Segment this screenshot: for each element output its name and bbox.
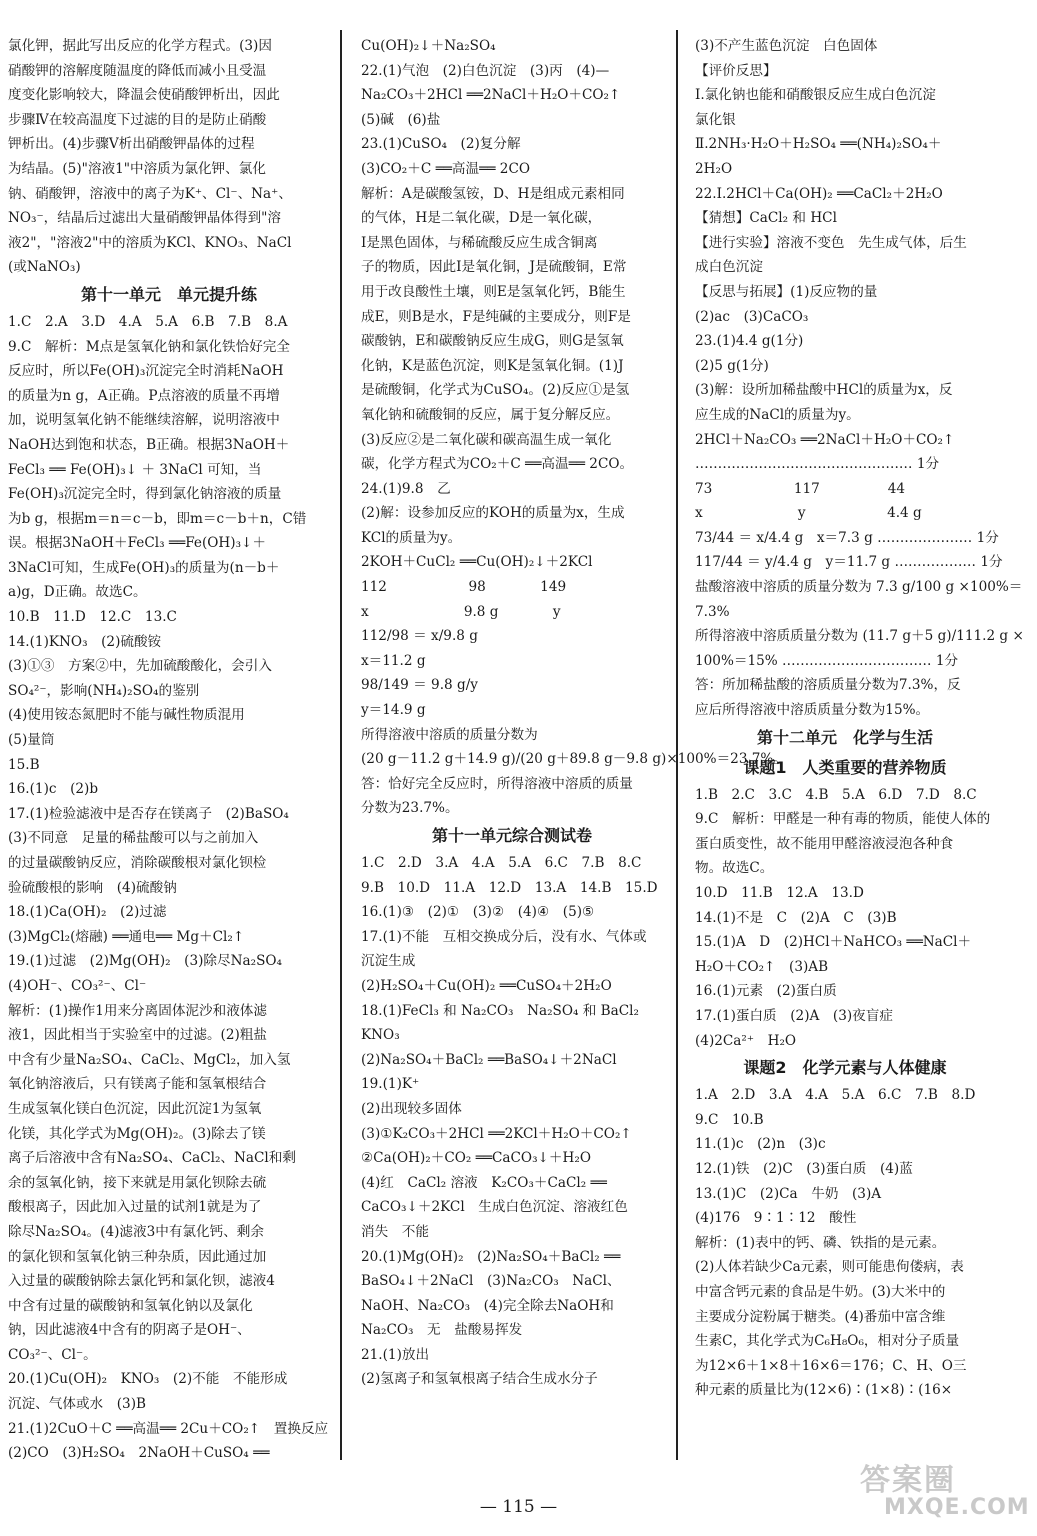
answer-line: 离子后溶液中含有Na₂SO₄、CaCl₂、NaCl和剩 <box>8 1150 296 1167</box>
answer-line: 中含有过量的碳酸钠和氢氧化钠以及氯化 <box>8 1297 253 1314</box>
answer-line: 钾析出。(4)步骤Ⅴ析出硝酸钾晶体的过程 <box>8 136 255 153</box>
answer-line: 16.(1)③ (2)① (3)② (4)④ (5)⑤ <box>361 904 595 921</box>
answer-line: (3)解：设所加稀盐酸中HCl的质量为x，反 <box>695 382 953 399</box>
answer-line: 反应时，所以Fe(OH)₃沉淀完全时消耗NaOH <box>8 363 284 380</box>
answer-line: 生素C，其化学式为C₆H₈O₆，相对分子质量 <box>695 1333 960 1350</box>
answer-line: a)g，D正确。故选C。 <box>8 584 147 601</box>
answer-line: 19.(1)K⁺ <box>361 1076 420 1093</box>
answer-line: Cu(OH)₂↓＋Na₂SO₄ <box>361 38 496 54</box>
answer-line: Fe(OH)₃沉淀完全时，得到氯化钠溶液的质量 <box>8 486 282 503</box>
answer-line: 112/98 ＝ x/9.8 g <box>361 628 478 645</box>
answer-line: 氯化钾，据此写出反应的化学方程式。(3)因 <box>8 38 272 54</box>
answer-line: 沉淀生成 <box>361 953 416 970</box>
answer-line: 答：恰好完全反应时，所得溶液中溶质的质量 <box>361 775 633 792</box>
section-heading: 第十二单元 化学与生活 <box>756 727 933 747</box>
answer-line: 中含有少量Na₂SO₄、CaCl₂、MgCl₂，加入氢 <box>8 1051 291 1068</box>
answer-line: 中富含钙元素的食品是牛奶。(3)大米中的 <box>695 1283 946 1300</box>
answer-line: 20.(1)Cu(OH)₂ KNO₃ (2)不能 不能形成 <box>8 1371 288 1388</box>
answer-line: 18.(1)Ca(OH)₂ (2)过滤 <box>8 904 167 921</box>
answer-line: 17.(1)蛋白质 (2)A (3)夜盲症 <box>695 1007 893 1024</box>
answer-line: 解析：(1)表中的钙、磷、铁指的是元素。 <box>695 1234 946 1251</box>
answer-line: 碳，化学方程式为CO₂＋C ══高温══ 2CO。 <box>361 456 634 473</box>
answer-line: 物。故选C。 <box>695 860 774 877</box>
answer-line: NaOH达到饱和状态，B正确。根据3NaOH＋ <box>8 436 290 453</box>
answer-line: y＝14.9 g <box>361 702 426 719</box>
answer-line: Ⅱ.2NH₃·H₂O＋H₂SO₄ ══(NH₄)₂SO₄＋ <box>695 136 942 153</box>
answer-line: 验硫酸根的影响 (4)硫酸钠 <box>8 879 177 896</box>
answer-line: 为结晶。(5)"溶液1"中溶质为氯化钾、氯化 <box>8 160 266 177</box>
answer-line: 应后所得溶液中溶质质量分数为15%。 <box>695 702 930 719</box>
answer-line: 为12×6＋1×8＋16×6＝176；C、H、O三 <box>695 1357 967 1374</box>
answer-line: 碳酸钠，E和碳酸钠反应生成G，则G是氢氧 <box>361 333 624 350</box>
answer-line: Na₂CO₃ 无 盐酸易挥发 <box>361 1322 523 1339</box>
answer-line: (3)CO₂＋C ══高温══ 2CO <box>361 160 531 177</box>
answer-line: x＝11.2 g <box>361 652 426 669</box>
answer-line: (20 g－11.2 g＋14.9 g)/(20 g＋89.8 g－9.8 g)×100%＝23.7%。 <box>361 751 787 768</box>
answer-line: (3)①K₂CO₃＋2HCl ══2KCl＋H₂O＋CO₂↑ <box>361 1125 632 1142</box>
answer-line: Na₂CO₃＋2HCl ══2NaCl＋H₂O＋CO₂↑ <box>361 87 621 104</box>
answer-line: 解析：A是碳酸氢铵，D、H是组成元素相同 <box>361 185 625 202</box>
answer-line: 为b g，根据m＝n＝c－b，即m＝c－b＋n，C错 <box>8 510 307 527</box>
answer-line: KNO₃ <box>361 1027 400 1044</box>
answer-line: 余的氢氧化钠，接下来就是用氯化钡除去硫 <box>8 1174 267 1191</box>
answer-line: 20.(1)Mg(OH)₂ (2)Na₂SO₄＋BaCl₂ ══ <box>361 1248 621 1265</box>
answer-line: 10.B 11.D 12.C 13.C <box>8 609 177 626</box>
answer-line: 沉淀、气体或水 (3)B <box>8 1396 146 1413</box>
answer-line: 化钠，K是蓝色沉淀，则K是氢氧化铜。(1)J <box>361 357 624 374</box>
answer-line: (或NaNO₃) <box>8 259 81 276</box>
answer-line: 的质量为n g，A正确。P点溶液的质量不再增 <box>8 387 280 404</box>
answer-line: (3)①③ 方案②中，先加硫酸酸化，会引入 <box>8 658 272 675</box>
answer-line: 的气体，H是二氧化碳，D是一氧化碳， <box>361 210 602 227</box>
answer-line: 用于改良酸性土壤，则E是氢氧化钙，B能生 <box>361 283 626 300</box>
answer-line: 117/44 ＝ y/4.4 g y＝11.7 g ……………… 1分 <box>695 554 1003 571</box>
answer-line: 13.(1)C (2)Ca 牛奶 (3)A <box>695 1185 882 1202</box>
answer-line: 成白色沉淀 <box>695 259 763 276</box>
watermark-text: 答案圈 <box>860 1463 956 1498</box>
answer-line: (2)人体若缺少Ca元素，则可能患佝偻病，表 <box>695 1259 964 1276</box>
section-heading: 课题2 化学元素与人体健康 <box>743 1058 947 1078</box>
answer-line: 入过量的碳酸钠除去氯化钙和氯化钡，滤液4 <box>8 1273 275 1290</box>
answer-line: (4)176 9∶1∶12 酸性 <box>695 1210 857 1227</box>
answer-line: (2)H₂SO₄＋Cu(OH)₂ ══CuSO₄＋2H₂O <box>361 977 612 994</box>
answer-line: (4)使用铵态氮肥时不能与碱性物质混用 <box>8 707 245 724</box>
answer-line: 98/149 ＝ 9.8 g/y <box>361 677 478 694</box>
answer-line: 14.(1)不是 C (2)A C (3)B <box>695 909 897 926</box>
answer-line: 度变化影响较大，降温会使硝酸钾析出，因此 <box>8 87 280 104</box>
answer-line: (3)MgCl₂(熔融) ══通电══ Mg＋Cl₂↑ <box>8 928 245 945</box>
answer-line: (5)碱 (6)盐 <box>361 111 441 128</box>
answer-line: x 9.8 g y <box>361 603 561 620</box>
answer-line: 1.A 2.D 3.A 4.A 5.A 6.C 7.B 8.D <box>695 1087 976 1104</box>
answer-line: (5)量筒 <box>8 732 55 749</box>
watermark-url: MXQE.COM <box>884 1495 1030 1520</box>
answer-line: 1.C 2.A 3.D 4.A 5.A 6.B 7.B 8.A <box>8 313 288 330</box>
answer-line: 所得溶液中溶质的质量分数为 <box>361 726 538 743</box>
answer-line: 除尽Na₂SO₄。(4)滤液3中有氯化钙、剩余 <box>8 1223 264 1240</box>
answer-line: 误。根据3NaOH＋FeCl₃ ══Fe(OH)₃↓＋ <box>8 535 267 552</box>
answer-line: 21.(1)放出 <box>361 1346 430 1363</box>
answer-line: 钠、硝酸钾，溶液中的离子为K⁺、Cl⁻、Na⁺、 <box>8 185 292 202</box>
answer-line: CaCO₃↓＋2KCl 生成白色沉淀、溶液红色 <box>361 1199 628 1216</box>
answer-line: 100%＝15% …………………………… 1分 <box>695 652 959 669</box>
answer-line: 24.(1)9.8 乙 <box>361 480 451 497</box>
answer-line: 14.(1)KNO₃ (2)硫酸铵 <box>8 633 162 650</box>
answer-line: 17.(1)不能 互相交换成分后，没有水、气体或 <box>361 928 647 945</box>
answer-line: 10.D 11.B 12.A 13.D <box>695 885 864 901</box>
answer-line: 解析：(1)操作1用来分离固体泥沙和液体滤 <box>8 1002 267 1019</box>
answer-line: 23.(1)CuSO₄ (2)复分解 <box>361 136 521 153</box>
answer-line: 蛋白质变性，故不能用甲醛溶液浸泡各种食 <box>695 835 954 852</box>
answer-line: BaSO₄↓＋2NaCl (3)Na₂CO₃ NaCl、 <box>361 1273 621 1290</box>
answer-line: x y 4.4 g <box>695 505 922 522</box>
answer-line: 19.(1)过滤 (2)Mg(OH)₂ (3)除尽Na₂SO₄ <box>8 953 282 970</box>
answer-line: 112 98 149 <box>361 579 567 596</box>
answer-line: SO₄²⁻，影响(NH₄)₂SO₄的鉴别 <box>8 682 200 699</box>
answer-line: 答：所加稀盐酸的溶质质量分数为7.3%，反 <box>695 677 961 694</box>
answer-line: (3)不产生蓝色沉淀 白色固体 <box>695 38 878 54</box>
answer-line: 是硫酸铜，化学式为CuSO₄。(2)反应①是氢 <box>361 382 630 399</box>
answer-line: 所得溶液中溶质质量分数为 (11.7 g＋5 g)/111.2 g × <box>695 628 1024 645</box>
answer-line: 应生成的NaCl的质量为y。 <box>695 406 860 423</box>
answer-line: 成E，则B是水，F是纯碱的主要成分，则F是 <box>361 308 631 325</box>
answer-line: 21.(1)2CuO＋C ══高温══ 2Cu＋CO₂↑ 置换反应 <box>8 1420 329 1437</box>
answer-line: (4)OH⁻、CO₃²⁻、Cl⁻ <box>8 977 147 994</box>
column-left <box>8 34 330 1464</box>
answer-line: 盐酸溶液中溶质的质量分数为 7.3 g/100 g ×100%＝ <box>695 579 1023 596</box>
answer-line: 73/44 ＝ x/4.4 g x＝7.3 g ………………… 1分 <box>695 529 999 546</box>
answer-line: 消失 不能 <box>361 1223 429 1240</box>
answer-line: 子的物质，因此I是氧化铜，J是硫酸铜，E常 <box>361 259 627 276</box>
answer-line: (3)不同意 足量的稀盐酸可以与之前加入 <box>8 830 259 847</box>
section-heading: 第十一单元综合测试卷 <box>431 826 592 845</box>
answer-line: (2)Na₂SO₄＋BaCl₂ ══BaSO₄↓＋2NaCl <box>361 1051 617 1068</box>
answer-line: 73 117 44 <box>695 480 906 497</box>
answer-line: 钠，因此滤液4中含有的阴离子是OH⁻、 <box>8 1322 251 1339</box>
answer-line: H₂O＋CO₂↑ (3)AB <box>695 958 829 975</box>
answer-line: CO₃²⁻、Cl⁻。 <box>8 1346 97 1363</box>
answer-line: (2)出现较多固体 <box>361 1100 462 1117</box>
answer-line: 加，说明氢氧化钠不能继续溶解，说明溶液中 <box>8 412 280 429</box>
answer-line: (3)反应②是二氧化碳和碳高温生成一氧化 <box>361 431 612 448</box>
column-right <box>695 34 1024 1464</box>
answer-line: 3NaCl可知，生成Fe(OH)₃的质量为(n－b＋ <box>8 559 280 576</box>
answer-line: 酸根离子，因此加入过量的试剂1就是为了 <box>8 1199 262 1216</box>
answer-line: 9.B 10.D 11.A 12.D 13.A 14.B 15.D <box>361 879 658 896</box>
answer-line: NaOH、Na₂CO₃ (4)完全除去NaOH和 <box>361 1297 614 1314</box>
answer-line: 9.C 解析：甲醛是一种有毒的物质，能使人体的 <box>695 811 991 828</box>
answer-line: 分数为23.7%。 <box>361 800 459 817</box>
answer-line: 15.B <box>8 756 40 773</box>
column-divider <box>676 30 678 1460</box>
answer-line: 【反思与拓展】(1)反应物的量 <box>695 283 878 300</box>
answer-line: 9.C 10.B <box>695 1111 764 1128</box>
answer-line: 9.C 解析：M点是氢氧化钠和氯化铁恰好完全 <box>8 338 290 355</box>
answer-line: 种元素的质量比为(12×6)∶(1×8)∶(16× <box>695 1382 953 1399</box>
answer-line: 2KOH＋CuCl₂ ══Cu(OH)₂↓＋2KCl <box>361 554 593 571</box>
answer-line: 12.(1)铁 (2)C (3)蛋白质 (4)蓝 <box>695 1160 913 1177</box>
answer-line: 【猜想】CaCl₂ 和 HCl <box>695 210 837 227</box>
answer-line: (4)2Ca²⁺ H₂O <box>695 1032 797 1049</box>
answer-line: 22.Ⅰ.2HCl＋Ca(OH)₂ ══CaCl₂＋2H₂O <box>695 185 943 202</box>
answer-line: (2)ac (3)CaCO₃ <box>695 308 809 325</box>
answer-line: 23.(1)4.4 g(1分) <box>695 333 804 350</box>
answer-line: 的氯化钡和氢氧化钠三种杂质，因此通过加 <box>8 1248 267 1265</box>
answer-line: 主要成分淀粉属于糖类。(4)番茄中富含维 <box>695 1308 946 1325</box>
answer-line: 液2"，"溶液2"中的溶质为KCl、KNO₃、NaCl <box>8 234 292 251</box>
answer-line: (2)5 g(1分) <box>695 357 769 374</box>
answer-line: 【评价反思】 <box>695 62 777 79</box>
answer-line: 16.(1)c (2)b <box>8 781 99 798</box>
answer-line: (4)红 CaCl₂ 溶液 K₂CO₃＋CaCl₂ ══ <box>361 1174 607 1191</box>
answer-line: I是黑色固体，与稀硫酸反应生成含铜离 <box>361 234 598 251</box>
answer-line: 2H₂O <box>695 160 733 177</box>
answer-line: 硝酸钾的溶解度随温度的降低而减小且受温 <box>8 62 267 79</box>
answer-line: Ⅰ.氯化钠也能和硝酸银反应生成白色沉淀 <box>695 87 936 104</box>
answer-line: 16.(1)元素 (2)蛋白质 <box>695 983 837 1000</box>
answer-line: 【进行实验】溶液不变色 先生成气体，后生 <box>695 234 967 251</box>
answer-line: 15.(1)A D (2)HCl＋NaHCO₃ ══NaCl＋ <box>695 934 972 951</box>
answer-line: (2)解：设参加反应的KOH的质量为x，生成 <box>361 505 625 522</box>
answer-line: 氯化银 <box>695 111 736 128</box>
answer-line: 氧化钠和硫酸铜的反应，属于复分解反应。 <box>361 406 620 423</box>
answer-line: 22.(1)气泡 (2)白色沉淀 (3)丙 (4)— <box>361 62 610 79</box>
answer-line: 1.B 2.C 3.C 4.B 5.A 6.D 7.D 8.C <box>695 786 977 803</box>
answer-line: NO₃⁻，结晶后过滤出大量硝酸钾晶体得到"溶 <box>8 210 282 227</box>
answer-line: 11.(1)c (2)n (3)c <box>695 1136 826 1153</box>
answer-line: FeCl₃ ══ Fe(OH)₃↓ ＋ 3NaCl 可知，当 <box>8 461 262 478</box>
section-heading: 课题1 人类重要的营养物质 <box>743 757 947 777</box>
answer-line: 17.(1)检验滤液中是否存在镁离子 (2)BaSO₄ <box>8 805 289 822</box>
answer-line: 生成氢氧化镁白色沉淀，因此沉淀1为氢氧 <box>8 1100 262 1117</box>
answer-line: 1.C 2.D 3.A 4.A 5.A 6.C 7.B 8.C <box>361 855 642 871</box>
column-divider <box>340 30 342 1460</box>
page-number: — 115 — <box>479 1497 558 1517</box>
answer-line: 氧化钠溶液后，只有镁离子能和氢氧根结合 <box>8 1076 267 1093</box>
answer-line: ②Ca(OH)₂＋CO₂ ══CaCO₃↓＋H₂O <box>361 1150 591 1167</box>
answer-line: ………………………………………… 1分 <box>695 456 940 473</box>
answer-line: 2HCl＋Na₂CO₃ ══2NaCl＋H₂O＋CO₂↑ <box>695 431 955 448</box>
answer-line: 液1，因此相当于实验室中的过滤。(2)粗盐 <box>8 1027 267 1044</box>
answer-line: 步骤Ⅳ在较高温度下过滤的目的是防止硝酸 <box>8 111 267 128</box>
answer-line: 化镁，其化学式为Mg(OH)₂。(3)除去了镁 <box>8 1125 266 1142</box>
answer-line: KCl的质量为y。 <box>361 529 462 546</box>
answer-line: 7.3% <box>695 603 730 620</box>
answer-line: (2)CO (3)H₂SO₄ 2NaOH＋CuSO₄ ══ <box>8 1445 270 1462</box>
watermark-logo <box>850 1455 1030 1531</box>
answer-line: 的过量碳酸钠反应，消除碳酸根对氯化钡检 <box>8 855 267 871</box>
answer-line: 18.(1)FeCl₃ 和 Na₂CO₃ Na₂SO₄ 和 BaCl₂ <box>361 1002 639 1019</box>
section-heading: 第十一单元 单元提升练 <box>80 284 257 304</box>
answer-line: (2)氢离子和氢氧根离子结合生成水分子 <box>361 1371 598 1388</box>
